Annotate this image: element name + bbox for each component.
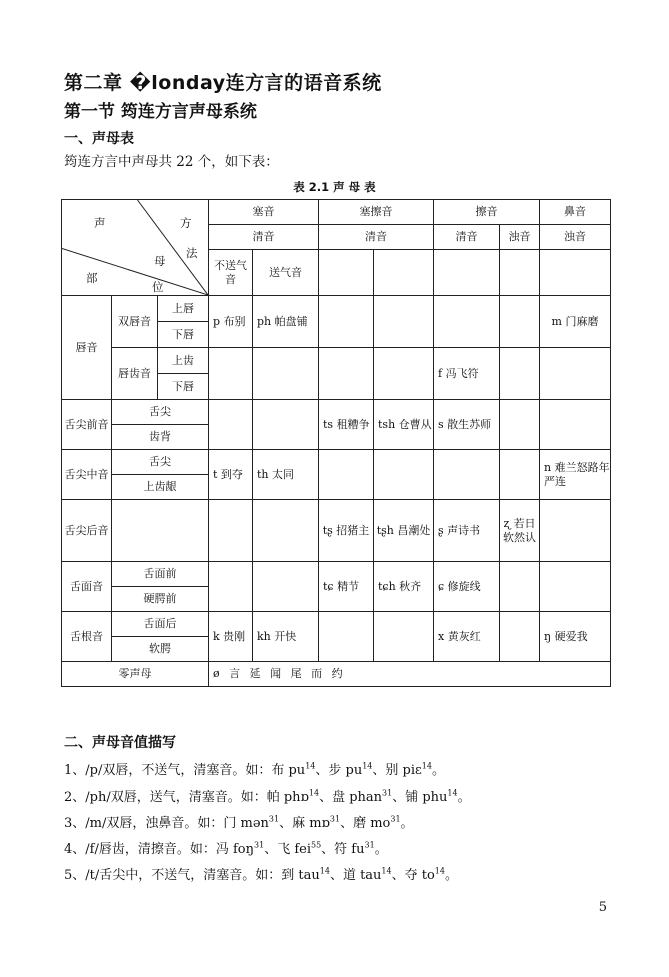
table-corner-header	[62, 200, 209, 296]
header-fricative: 擦音	[434, 200, 540, 225]
cell-s: s 散生苏师	[434, 400, 500, 450]
intro-paragraph: 筠连方言中声母共 22 个，如下表：	[64, 154, 279, 170]
header-voiceless-fricative: 清音	[434, 225, 500, 250]
row-label-labiodental: 唇齿音	[112, 348, 158, 400]
cell-tsh: tsh 仓曹从	[374, 400, 434, 450]
header-voiced-nasal: 浊音	[540, 225, 611, 250]
description-5: 5、/t/舌尖中，不送气，清塞音。如：到 tau$^{14}$、道 tau$^{14}$、夺 $to^{14}$。	[64, 866, 458, 883]
row-label-soft-palate: 软腭	[112, 637, 209, 662]
header-unaspirated: 不送气音	[209, 250, 253, 296]
row-label-tongue-tip: 舌尖	[112, 400, 209, 425]
row-label-back-dorsal: 舌面后	[112, 612, 209, 637]
row-label-dorsal: 舌面音	[62, 562, 112, 612]
page-number: 5	[598, 900, 607, 915]
row-label-upper-teeth: 上齿	[158, 348, 209, 374]
corner-label-bu: 部	[86, 271, 98, 285]
cell-zero-initial: ø 言 延 闻 尾 而 约	[209, 662, 611, 687]
table-caption: 表 2.1 声 母 表	[293, 180, 376, 194]
row-label-velar: 舌根音	[62, 612, 112, 662]
header-stop: 塞音	[209, 200, 319, 225]
cell-x: x 黄灰红	[434, 612, 500, 662]
header-voiced-fricative: 浊音	[500, 225, 540, 250]
initials-table	[61, 199, 611, 687]
corner-label-fang: 方	[180, 216, 192, 230]
row-label-front-dorsal: 舌面前	[112, 562, 209, 587]
cell-ts: ts 租糟争	[319, 400, 374, 450]
chapter-title: 第二章 �londay连方言的语音系统	[64, 72, 382, 94]
header-nasal: 鼻音	[540, 200, 611, 225]
cell-ʐ: ʐ 若日软然认	[500, 500, 540, 562]
row-label-lower-lip-2: 下唇	[158, 374, 209, 400]
cell-k: k 贵刚	[209, 612, 253, 662]
cell-ɕ: ɕ 修旋线	[434, 562, 500, 612]
description-3: 3、/m/双唇，浊鼻音。如：门 mən$^{31}$、麻 mɒ$^{31}$、磨 $mo^{31}$。	[64, 814, 414, 831]
header-voiceless-stop: 清音	[209, 225, 319, 250]
cell-m: m 门麻磨	[540, 296, 611, 348]
cell-n: n 难兰怒路年严连	[540, 450, 611, 500]
corner-label-wei: 位	[152, 280, 164, 294]
row-label-lip: 唇音	[62, 296, 112, 400]
subsection-title-2: 二、声母音值描写	[64, 735, 176, 751]
cell-t: t 到夺	[209, 450, 253, 500]
row-label-apical-mid: 舌尖中音	[62, 450, 112, 500]
cell-ŋ: ŋ 硬爱我	[540, 612, 611, 662]
row-label-upper-gum: 上齿龈	[112, 475, 209, 500]
row-label-apical-back: 舌尖后音	[62, 500, 112, 562]
row-label-lower-lip: 下唇	[158, 322, 209, 348]
cell-th: th 太同	[253, 450, 319, 500]
cell-tɕh: tɕh 秋齐	[374, 562, 434, 612]
description-2: 2、/ph/双唇，送气，清塞音。如：帕 phɒ$^{14}$、盘 phan$^{31}$、铺 phu$^{14}$。	[64, 788, 471, 805]
cell-ʂ: ʂ 声诗书	[434, 500, 500, 562]
row-label-tooth-back: 齿背	[112, 425, 209, 450]
subsection-title-1: 一、声母表	[64, 131, 134, 147]
header-aspirated: 送气音	[253, 250, 319, 296]
cell-kh: kh 开快	[253, 612, 319, 662]
cell-f: f 冯飞符	[434, 348, 500, 400]
header-affricate: 塞擦音	[319, 200, 434, 225]
section-title: 第一节 筠连方言声母系统	[64, 102, 257, 122]
corner-label-fa: 法	[186, 246, 198, 260]
row-label-bilabial: 双唇音	[112, 296, 158, 348]
row-label-hard-palate: 硬腭前	[112, 587, 209, 612]
corner-label-sheng: 声	[94, 216, 106, 230]
row-label-upper-lip: 上唇	[158, 296, 209, 322]
cell-p: p 布别	[209, 296, 253, 348]
cell-tʂh: tʂh 昌潮处	[374, 500, 434, 562]
row-label-zero-initial: 零声母	[62, 662, 209, 687]
row-label-apical-front: 舌尖前音	[62, 400, 112, 450]
header-voiceless-affricate: 清音	[319, 225, 434, 250]
cell-tɕ: tɕ 精节	[319, 562, 374, 612]
description-1: 1、/p/双唇，不送气，清塞音。如：布 $pu^{14}$、步 $pu^{14}$、别 piɛ$^{14}$。	[64, 761, 445, 778]
corner-label-mu: 母	[154, 254, 166, 268]
cell-tʂ: tʂ 招猪主	[319, 500, 374, 562]
cell-ph: ph 帕盘铺	[253, 296, 319, 348]
description-4: 4、/f/唇齿，清擦音。如：冯 foŋ$^{31}$、飞 fei$^{55}$、符 $fu^{31}$。	[64, 840, 388, 857]
row-label-tongue-tip-2: 舌尖	[112, 450, 209, 475]
